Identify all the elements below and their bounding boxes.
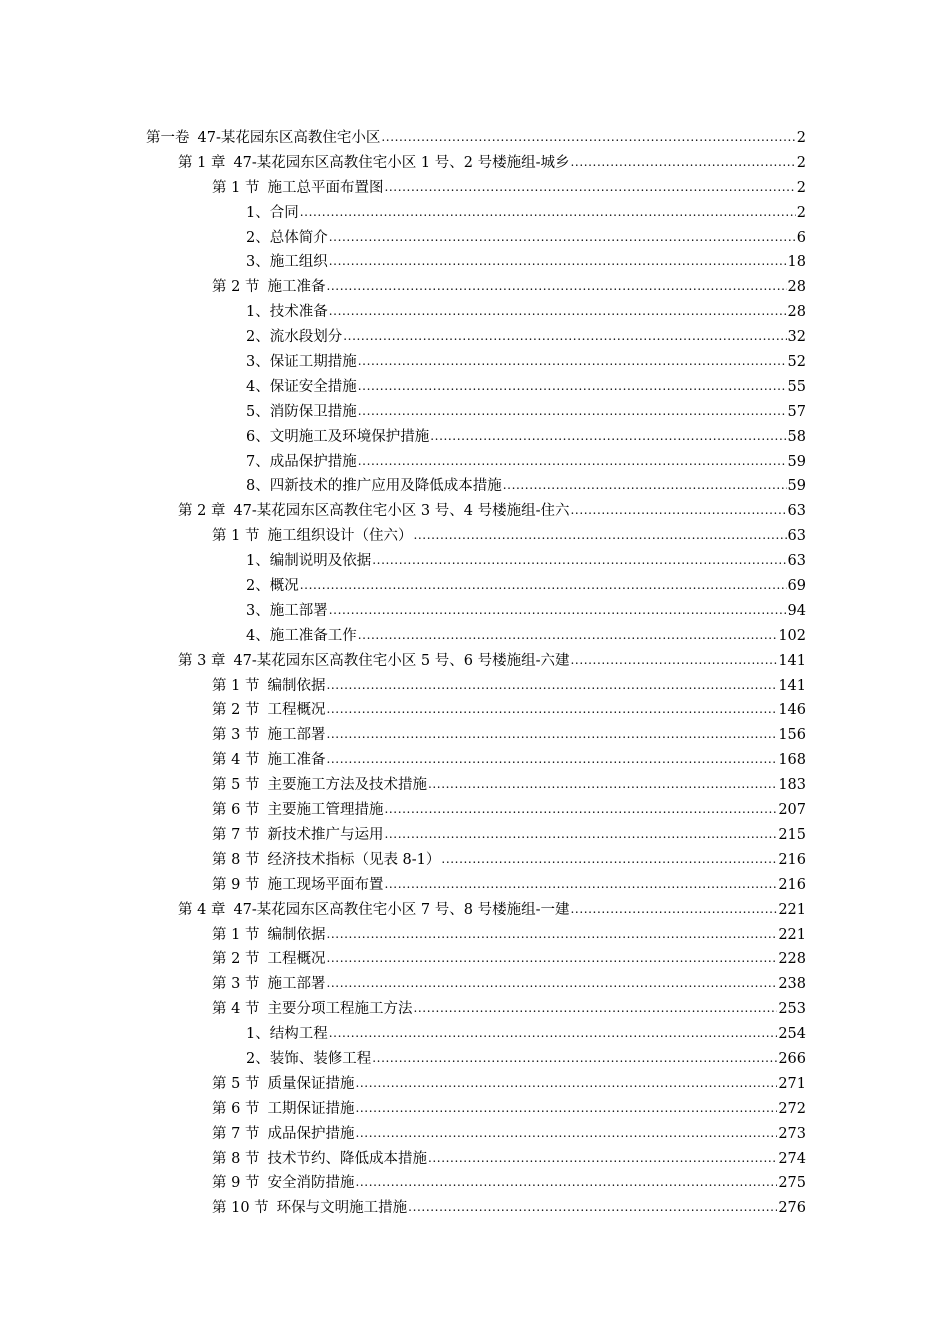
dot-leader [300, 200, 796, 225]
toc-entry[interactable] [146, 499, 806, 524]
toc-entry-title: 技术节约、降低成本措施 [267, 1150, 427, 1167]
toc-entry[interactable] [146, 226, 806, 251]
dot-leader [326, 971, 777, 996]
toc-entry-page-number: 102 [778, 627, 806, 644]
toc-entry-title: 概况 [269, 578, 299, 595]
dot-leader [343, 324, 786, 349]
toc-entry-number: 8、 [246, 478, 270, 495]
dot-leader [358, 374, 787, 399]
toc-entry-number: 第 5 节 [212, 1075, 260, 1092]
toc-entry-number: 第 5 节 [212, 777, 260, 794]
toc-entry-page-number: 215 [778, 826, 806, 843]
dot-leader [358, 349, 787, 374]
toc-entry-title: 安全消防措施 [267, 1175, 355, 1192]
dot-leader [503, 473, 787, 498]
toc-entry-number: 2、 [246, 578, 270, 595]
toc-entry[interactable] [146, 1022, 806, 1047]
toc-entry-page-number: 168 [778, 752, 806, 769]
toc-entry-page-number: 58 [787, 428, 806, 445]
toc-entry-number: 第 4 节 [212, 1001, 260, 1018]
toc-entry-title: 主要施工方法及技术措施 [267, 777, 427, 794]
dot-leader [329, 249, 787, 274]
toc-entry-title: 施工部署 [267, 976, 326, 993]
toc-entry-page-number: 221 [778, 926, 806, 943]
dot-leader [326, 946, 777, 971]
toc-entry[interactable] [146, 748, 806, 773]
toc-entry[interactable] [146, 599, 806, 624]
toc-entry-title: 主要施工管理措施 [267, 802, 384, 819]
toc-entry-page-number: 6 [796, 229, 806, 246]
toc-entry-page-number: 55 [787, 378, 806, 395]
toc-entry[interactable] [146, 524, 806, 549]
toc-entry-page-number: 32 [787, 329, 806, 346]
toc-entry-page-number: 274 [778, 1150, 806, 1167]
toc-entry-title: 结构工程 [269, 1026, 328, 1043]
toc-entry[interactable] [146, 773, 806, 798]
toc-entry-number: 第一卷 [146, 130, 190, 146]
toc-entry[interactable] [146, 1097, 806, 1122]
toc-entry[interactable] [146, 1122, 806, 1147]
toc-entry-number: 第 8 节 [212, 1150, 260, 1167]
dot-leader [355, 1071, 777, 1096]
toc-entry-number: 第 3 章 [178, 652, 226, 669]
toc-entry-number: 第 6 节 [212, 802, 260, 819]
toc-entry-title: 47-某花园东区高教住宅小区 5 号、6 号楼施组-六建 [233, 652, 570, 669]
toc-entry-title: 施工部署 [267, 727, 326, 744]
dot-leader [358, 399, 787, 424]
toc-entry-title: 成品保护措施 [269, 453, 357, 470]
toc-entry-title: 装饰、装修工程 [269, 1050, 372, 1067]
toc-entry-page-number: 271 [778, 1075, 806, 1092]
dot-leader [384, 822, 777, 847]
toc-entry-number: 第 9 节 [212, 1175, 260, 1192]
toc-entry-title: 施工总平面布置图 [267, 179, 384, 196]
toc-entry-number: 5、 [246, 403, 270, 420]
dot-leader [326, 274, 786, 299]
toc-entry[interactable] [146, 997, 806, 1022]
toc-entry-number: 第 2 章 [178, 503, 226, 520]
dot-leader [329, 1021, 778, 1046]
toc-entry[interactable] [146, 898, 806, 923]
toc-entry[interactable] [146, 1072, 806, 1097]
toc-entry-title: 总体简介 [269, 229, 328, 246]
toc-entry-number: 2、 [246, 329, 270, 346]
toc-entry-page-number: 266 [778, 1050, 806, 1067]
toc-entry-page-number: 2 [796, 130, 806, 146]
toc-entry-number: 第 4 节 [212, 752, 260, 769]
toc-entry-page-number: 207 [778, 802, 806, 819]
toc-entry-page-number: 2 [796, 154, 806, 171]
dot-leader [326, 747, 777, 772]
toc-entry-number: 第 6 节 [212, 1100, 260, 1117]
toc-entry-title: 主要分项工程施工方法 [267, 1001, 413, 1018]
toc-entry-number: 1、 [246, 1026, 270, 1043]
toc-entry-number: 第 4 章 [178, 901, 226, 918]
dot-leader [326, 722, 777, 747]
toc-entry-number: 2、 [246, 1050, 270, 1067]
toc-entry-page-number: 63 [787, 503, 806, 520]
dot-leader [355, 1096, 777, 1121]
toc-entry-page-number: 59 [787, 478, 806, 495]
dot-leader [329, 598, 787, 623]
toc-entry-title: 工程概况 [267, 951, 326, 968]
toc-entry[interactable] [146, 400, 806, 425]
toc-entry[interactable] [146, 350, 806, 375]
dot-leader [329, 225, 796, 250]
toc-entry[interactable] [146, 375, 806, 400]
dot-leader [326, 673, 777, 698]
toc-entry-number: 第 1 节 [212, 179, 260, 196]
dot-leader [326, 697, 777, 722]
toc-entry[interactable] [146, 823, 806, 848]
toc-entry[interactable] [146, 300, 806, 325]
toc-entry-page-number: 28 [787, 279, 806, 296]
toc-entry[interactable] [146, 474, 806, 499]
toc-entry-number: 第 3 节 [212, 976, 260, 993]
toc-entry-title: 编制依据 [267, 677, 326, 694]
toc-entry-title: 施工组织 [269, 254, 328, 271]
dot-leader [570, 498, 786, 523]
dot-leader [372, 548, 786, 573]
toc-entry-page-number: 272 [778, 1100, 806, 1117]
toc-entry[interactable] [146, 126, 806, 151]
toc-entry-page-number: 276 [778, 1200, 806, 1217]
toc-entry[interactable] [146, 972, 806, 997]
toc-entry-title: 编制依据 [267, 926, 326, 943]
dot-leader [329, 299, 787, 324]
dot-leader [428, 1146, 777, 1171]
toc-entry-title: 施工组织设计（住六） [267, 528, 413, 545]
toc-entry-number: 第 3 节 [212, 727, 260, 744]
toc-entry[interactable] [146, 275, 806, 300]
toc-entry[interactable] [146, 698, 806, 723]
dot-leader [408, 1195, 777, 1220]
toc-entry[interactable] [146, 1147, 806, 1172]
toc-entry[interactable] [146, 873, 806, 898]
toc-entry[interactable] [146, 151, 806, 176]
toc-entry[interactable] [146, 325, 806, 350]
toc-entry-number: 3、 [246, 254, 270, 271]
toc-entry-page-number: 2 [796, 179, 806, 196]
toc-entry-page-number: 18 [787, 254, 806, 271]
toc-entry-number: 第 7 节 [212, 1125, 260, 1142]
toc-entry-page-number: 94 [787, 602, 806, 619]
dot-leader [430, 424, 786, 449]
toc-entry-page-number: 63 [787, 553, 806, 570]
toc-entry-number: 1、 [246, 204, 270, 221]
toc-entry-title: 保证安全措施 [269, 378, 357, 395]
toc-entry-page-number: 69 [787, 578, 806, 595]
toc-entry-title: 流水段划分 [269, 329, 343, 346]
toc-entry-title: 成品保护措施 [267, 1125, 355, 1142]
toc-entry-page-number: 57 [787, 403, 806, 420]
toc-entry-number: 第 1 节 [212, 677, 260, 694]
toc-entry-title: 工程概况 [267, 702, 326, 719]
toc-entry-title: 工期保证措施 [267, 1100, 355, 1117]
toc-entry-page-number: 52 [787, 354, 806, 371]
toc-entry-page-number: 2 [796, 204, 806, 221]
toc-entry-page-number: 146 [778, 702, 806, 719]
dot-leader [428, 772, 777, 797]
toc-entry-title: 47-某花园东区高教住宅小区 1 号、2 号楼施组-城乡 [233, 154, 570, 171]
toc-entry-title: 新技术推广与运用 [267, 826, 384, 843]
toc-entry-page-number: 228 [778, 951, 806, 968]
dot-leader [358, 623, 778, 648]
dot-leader [358, 449, 787, 474]
dot-leader [372, 1046, 777, 1071]
toc-entry-title: 47-某花园东区高教住宅小区 3 号、4 号楼施组-住六 [233, 503, 570, 520]
toc-entry-page-number: 216 [778, 851, 806, 868]
toc-entry-page-number: 221 [778, 901, 806, 918]
table-of-contents [146, 126, 806, 1221]
toc-entry-page-number: 273 [778, 1125, 806, 1142]
toc-entry-title: 施工准备 [267, 279, 326, 296]
toc-entry-title: 合同 [269, 204, 299, 221]
toc-entry-number: 第 1 节 [212, 926, 260, 943]
toc-entry-number: 第 2 节 [212, 702, 260, 719]
toc-entry-page-number: 63 [787, 528, 806, 545]
toc-entry-number: 1、 [246, 304, 270, 321]
toc-entry-page-number: 28 [787, 304, 806, 321]
toc-entry-number: 第 1 节 [212, 528, 260, 545]
toc-entry-title: 环保与文明施工措施 [276, 1200, 408, 1217]
toc-entry-page-number: 238 [778, 976, 806, 993]
dot-leader [355, 1121, 777, 1146]
toc-entry-title: 四新技术的推广应用及降低成本措施 [269, 478, 502, 495]
toc-entry-number: 4、 [246, 378, 270, 395]
toc-entry[interactable] [146, 848, 806, 873]
toc-entry-title: 施工准备工作 [269, 627, 357, 644]
toc-entry-number: 第 9 节 [212, 876, 260, 893]
toc-entry[interactable] [146, 923, 806, 948]
toc-entry-title: 施工部署 [269, 602, 328, 619]
toc-entry-number: 6、 [246, 428, 270, 445]
toc-entry-page-number: 59 [787, 453, 806, 470]
toc-entry-number: 1、 [246, 553, 270, 570]
dot-leader [413, 523, 786, 548]
toc-entry[interactable] [146, 574, 806, 599]
toc-entry[interactable] [146, 549, 806, 574]
toc-entry-title: 消防保卫措施 [269, 403, 357, 420]
toc-entry-page-number: 253 [778, 1001, 806, 1018]
dot-leader [570, 648, 777, 673]
toc-entry[interactable] [146, 1196, 806, 1221]
toc-entry[interactable] [146, 201, 806, 226]
toc-entry-title: 47-某花园东区高教住宅小区 7 号、8 号楼施组-一建 [233, 901, 570, 918]
toc-entry-number: 第 10 节 [212, 1200, 269, 1217]
toc-entry-page-number: 254 [778, 1026, 806, 1043]
toc-entry-number: 第 2 节 [212, 951, 260, 968]
toc-entry-number: 第 8 节 [212, 851, 260, 868]
toc-entry-number: 4、 [246, 627, 270, 644]
dot-leader [384, 797, 777, 822]
dot-leader [570, 897, 777, 922]
toc-entry[interactable] [146, 176, 806, 201]
toc-entry-number: 第 2 节 [212, 279, 260, 296]
toc-entry-title: 施工准备 [267, 752, 326, 769]
toc-entry[interactable] [146, 674, 806, 699]
toc-entry-page-number: 183 [778, 777, 806, 794]
dot-leader [570, 150, 795, 175]
toc-entry-title: 施工现场平面布置 [267, 876, 384, 893]
toc-entry[interactable] [146, 723, 806, 748]
toc-entry[interactable] [146, 624, 806, 649]
toc-entry-title: 质量保证措施 [267, 1075, 355, 1092]
toc-entry[interactable] [146, 1171, 806, 1196]
dot-leader [355, 1170, 777, 1195]
dot-leader [384, 872, 777, 897]
dot-leader [326, 922, 777, 947]
toc-entry-page-number: 141 [778, 677, 806, 694]
toc-entry[interactable] [146, 1047, 806, 1072]
dot-leader [441, 847, 777, 872]
toc-entry-page-number: 275 [778, 1175, 806, 1192]
dot-leader [381, 125, 795, 150]
toc-entry[interactable] [146, 425, 806, 450]
dot-leader [300, 573, 787, 598]
toc-entry-number: 7、 [246, 453, 270, 470]
toc-entry-page-number: 216 [778, 876, 806, 893]
toc-entry[interactable] [146, 250, 806, 275]
toc-entry-number: 3、 [246, 602, 270, 619]
toc-entry[interactable] [146, 947, 806, 972]
toc-entry-title: 编制说明及依据 [269, 553, 372, 570]
toc-entry-number: 2、 [246, 229, 270, 246]
toc-entry-number: 3、 [246, 354, 270, 371]
toc-entry-number: 第 7 节 [212, 826, 260, 843]
toc-entry[interactable] [146, 450, 806, 475]
dot-leader [413, 996, 777, 1021]
toc-entry-page-number: 156 [778, 727, 806, 744]
toc-entry-title: 保证工期措施 [269, 354, 357, 371]
toc-entry[interactable] [146, 649, 806, 674]
dot-leader [384, 175, 795, 200]
toc-entry-number: 第 1 章 [178, 154, 226, 171]
toc-entry-title: 技术准备 [269, 304, 328, 321]
toc-entry-title: 47-某花园东区高教住宅小区 [197, 130, 381, 146]
toc-entry-title: 文明施工及环境保护措施 [269, 428, 430, 445]
toc-entry[interactable] [146, 798, 806, 823]
toc-entry-title: 经济技术指标（见表 8-1） [267, 851, 441, 868]
toc-entry-page-number: 141 [778, 652, 806, 669]
